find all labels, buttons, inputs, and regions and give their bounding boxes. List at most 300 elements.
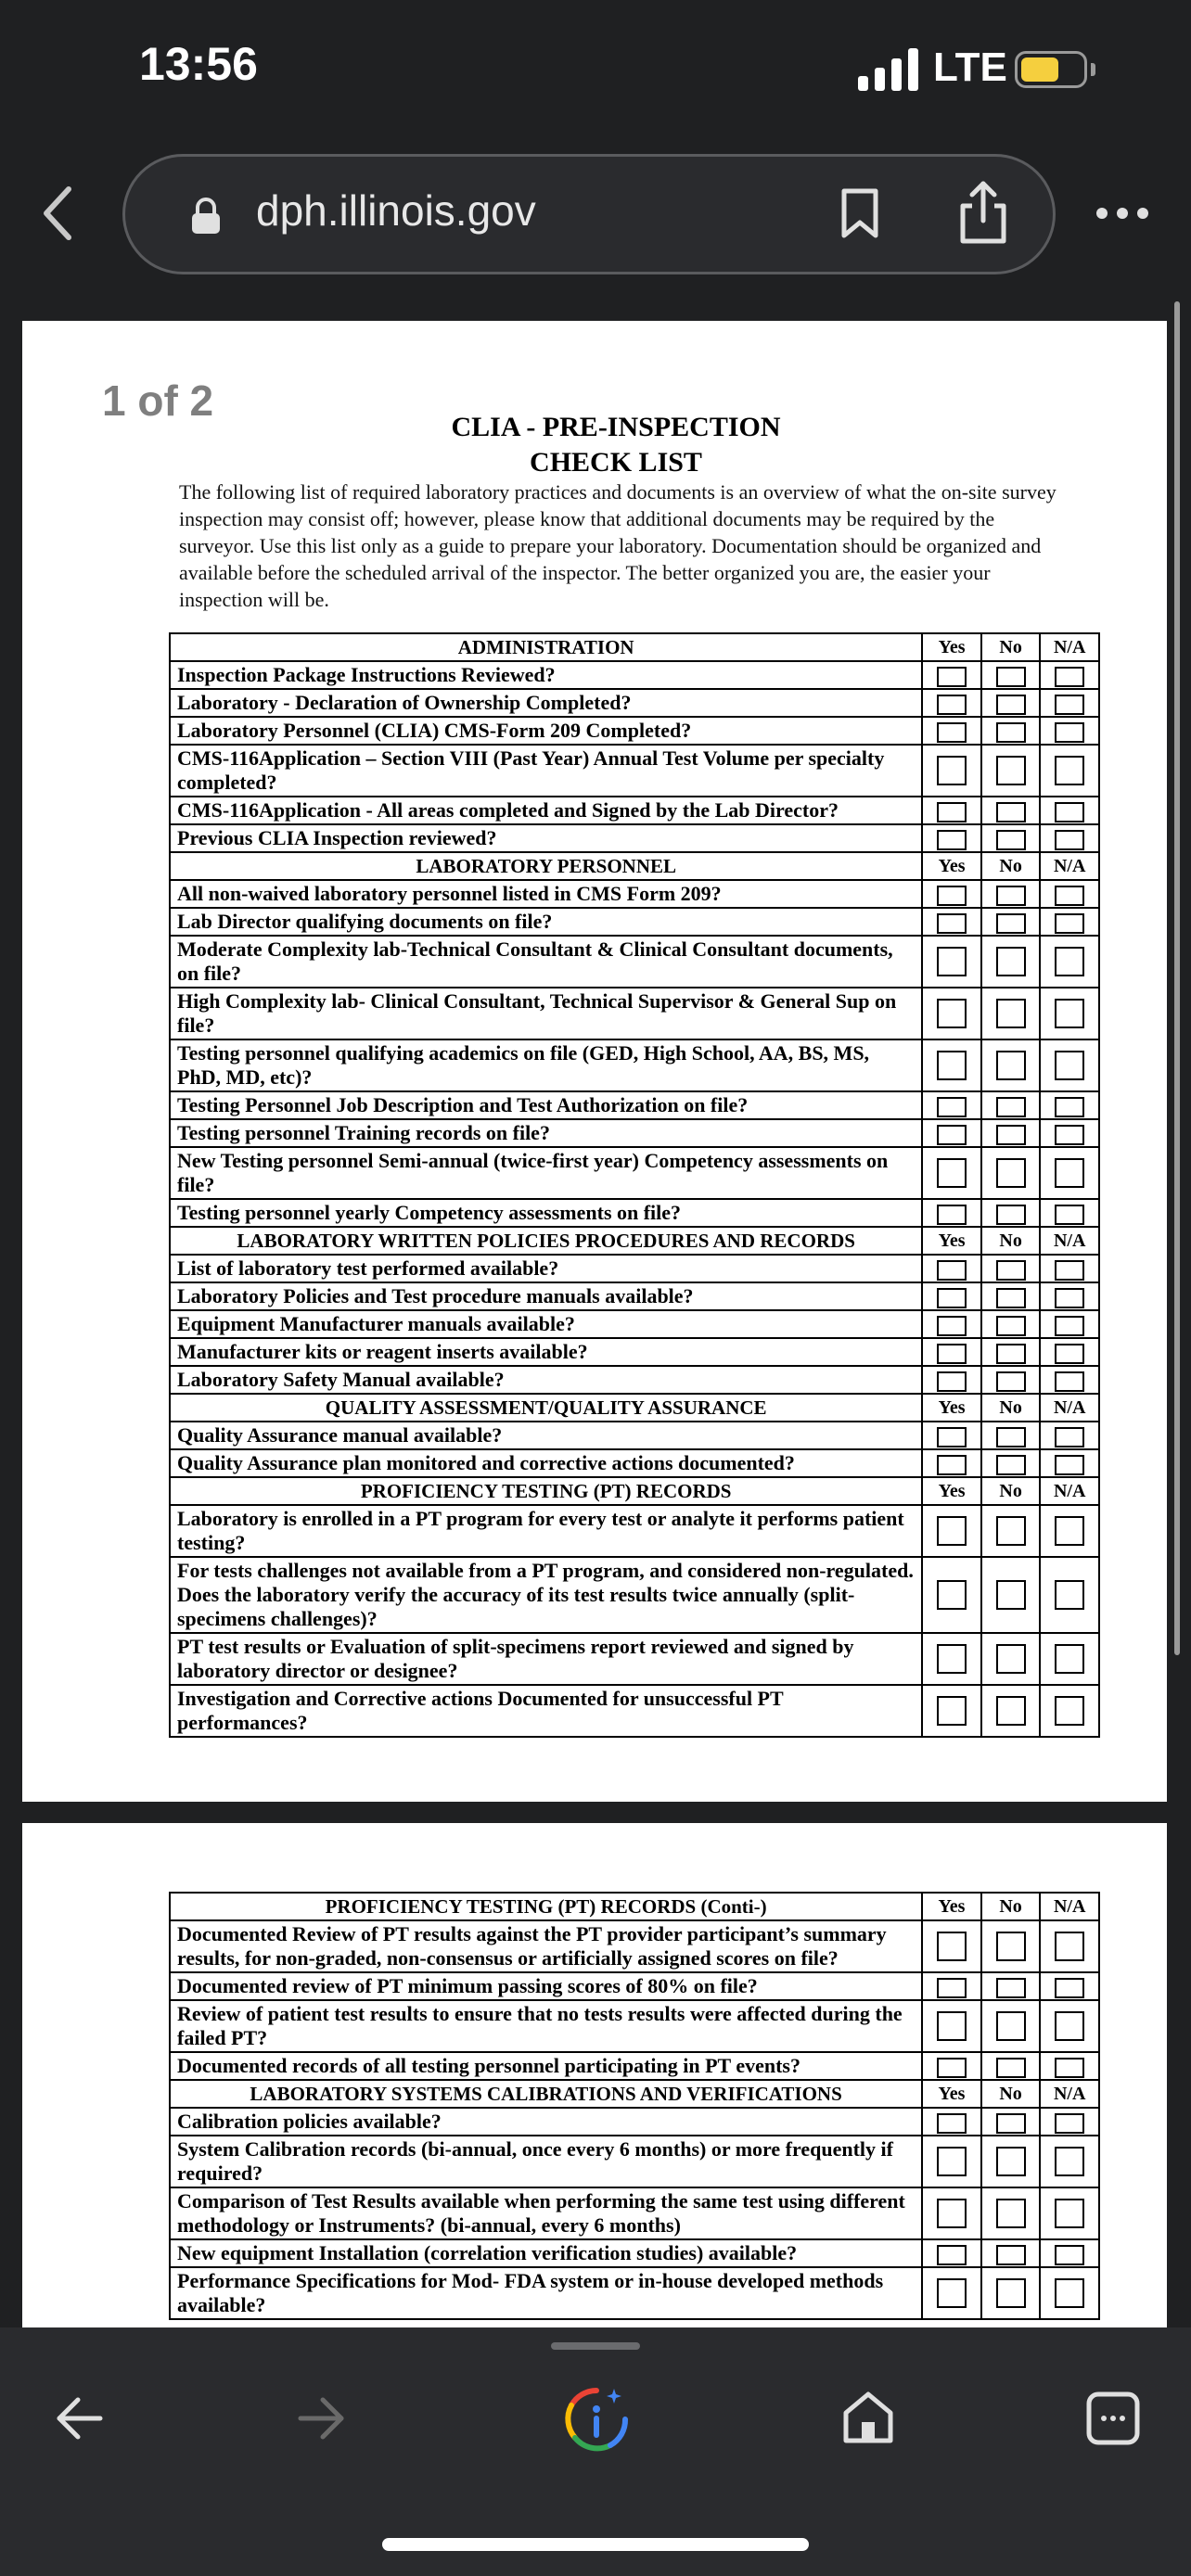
pdf-viewer[interactable]	[0, 297, 1191, 2327]
checkbox-cell-yes	[922, 661, 981, 689]
checklist-question: Laboratory Safety Manual available?	[170, 1366, 922, 1394]
checkbox-cell-no	[981, 2239, 1041, 2267]
doc-title-line1: CLIA - PRE-INSPECTION	[451, 412, 781, 442]
checkbox-cell-na	[1040, 936, 1099, 988]
checkbox-na[interactable]	[1055, 830, 1084, 850]
checklist-question: Equipment Manufacturer manuals available?	[170, 1310, 922, 1338]
checkbox-cell-no	[981, 797, 1041, 824]
checkbox-na[interactable]	[1055, 1516, 1084, 1546]
checkbox-no[interactable]	[996, 2147, 1026, 2176]
checkbox-cell-yes	[922, 2136, 981, 2187]
checkbox-na[interactable]	[1055, 1205, 1084, 1225]
checkbox-cell-no	[981, 1972, 1041, 2000]
checkbox-cell-na	[1040, 2052, 1099, 2080]
checkbox-na[interactable]	[1055, 2011, 1084, 2041]
checklist-row	[170, 1091, 1099, 1119]
checkbox-no[interactable]	[996, 2058, 1026, 2078]
checkbox-yes[interactable]	[937, 1344, 967, 1364]
checkbox-no[interactable]	[996, 1097, 1026, 1117]
checkbox-na[interactable]	[1055, 999, 1084, 1028]
column-header-na: N/A	[1040, 1893, 1099, 1920]
checkbox-na[interactable]	[1055, 947, 1084, 976]
checkbox-no[interactable]	[996, 1696, 1026, 1726]
checkbox-cell-yes	[922, 1119, 981, 1147]
checklist-table-page2	[169, 1892, 1100, 2320]
checklist-row	[170, 1255, 1099, 1282]
checkbox-cell-no	[981, 2187, 1041, 2239]
checkbox-na[interactable]	[1055, 913, 1084, 934]
checkbox-no[interactable]	[996, 1344, 1026, 1364]
checkbox-no[interactable]	[996, 886, 1026, 906]
checklist-row	[170, 880, 1099, 908]
intro-paragraph: The following list of required laboratory practices and documents is an overview of what the on-site survey inspection may consist off; however, please know that additional documents may be required by the surveyor. Use this list only as a guide to prepare your laboratory. Documentation should be organized and available before the scheduled arrival of the inspector. The better organized you are, the easier your inspection will be.	[179, 480, 1057, 611]
checkbox-cell-na	[1040, 1505, 1099, 1557]
checkbox-no[interactable]	[996, 2199, 1026, 2228]
checkbox-yes[interactable]	[937, 2058, 967, 2078]
checkbox-cell-no	[981, 2136, 1041, 2187]
checkbox-cell-no	[981, 745, 1041, 797]
section-title: PROFICIENCY TESTING (PT) RECORDS (Conti-)	[170, 1893, 922, 1920]
arrow-right-icon[interactable]	[295, 2392, 347, 2444]
checkbox-cell-no	[981, 717, 1041, 745]
home-indicator[interactable]	[382, 2538, 809, 2551]
checkbox-no[interactable]	[996, 1978, 1026, 1998]
share-icon[interactable]	[955, 180, 1011, 245]
checkbox-cell-na	[1040, 1255, 1099, 1282]
checkbox-no[interactable]	[996, 1371, 1026, 1392]
checkbox-cell-no	[981, 2000, 1041, 2052]
checklist-row	[170, 2136, 1099, 2187]
checklist-question: New equipment Installation (correlation verification studies) available?	[170, 2239, 922, 2267]
checkbox-no[interactable]	[996, 1580, 1026, 1610]
checkbox-cell-yes	[922, 824, 981, 852]
checkbox-cell-no	[981, 1255, 1041, 1282]
checkbox-cell-yes	[922, 1091, 981, 1119]
checkbox-cell-na	[1040, 2267, 1099, 2319]
checkbox-cell-na	[1040, 1147, 1099, 1199]
checkbox-cell-na	[1040, 1199, 1099, 1227]
checklist-row	[170, 1310, 1099, 1338]
checkbox-na[interactable]	[1055, 1051, 1084, 1080]
sheet-handle[interactable]	[551, 2342, 640, 2350]
checkbox-cell-yes	[922, 2000, 981, 2052]
checklist-question: For tests challenges not available from a PT program, and considered non-regulated. Does the laboratory verify the accuracy of its test results twice annually (split-specimens challenges)?	[170, 1557, 922, 1633]
checkbox-no[interactable]	[996, 1051, 1026, 1080]
checkbox-na[interactable]	[1055, 1260, 1084, 1281]
checkbox-cell-no	[981, 1310, 1041, 1338]
checklist-question: Laboratory is enrolled in a PT program for every test or analyte it performs patient testing?	[170, 1505, 922, 1557]
checklist-row	[170, 2000, 1099, 2052]
checkbox-cell-yes	[922, 1557, 981, 1633]
checklist-row	[170, 824, 1099, 852]
checklist-row	[170, 2267, 1099, 2319]
checkbox-yes[interactable]	[937, 886, 967, 906]
battery-tip	[1091, 63, 1095, 76]
checkbox-na[interactable]	[1055, 2278, 1084, 2308]
checkbox-yes[interactable]	[937, 2245, 967, 2265]
checkbox-no[interactable]	[996, 1260, 1026, 1281]
column-header-na: N/A	[1040, 852, 1099, 880]
checkbox-yes[interactable]	[937, 2113, 967, 2134]
checkbox-cell-na	[1040, 1282, 1099, 1310]
status-time: 13:56	[139, 38, 258, 90]
checkbox-yes[interactable]	[937, 667, 967, 687]
checkbox-cell-no	[981, 988, 1041, 1039]
checklist-question: Documented review of PT minimum passing scores of 80% on file?	[170, 1972, 922, 2000]
checkbox-no[interactable]	[996, 1932, 1026, 1961]
checkbox-cell-no	[981, 1685, 1041, 1737]
checkbox-cell-yes	[922, 880, 981, 908]
checklist-row	[170, 1920, 1099, 1972]
checkbox-yes[interactable]	[937, 1125, 967, 1145]
checklist-question: Calibration policies available?	[170, 2108, 922, 2136]
checkbox-cell-yes	[922, 1147, 981, 1199]
checkbox-cell-yes	[922, 1199, 981, 1227]
checkbox-yes[interactable]	[937, 1260, 967, 1281]
checkbox-cell-yes	[922, 1449, 981, 1477]
checkbox-yes[interactable]	[937, 756, 967, 785]
checklist-table-page1	[169, 632, 1100, 1738]
checkbox-na[interactable]	[1055, 1644, 1084, 1674]
section-header-row	[170, 1227, 1099, 1255]
checkbox-na[interactable]	[1055, 2199, 1084, 2228]
checkbox-yes[interactable]	[937, 1978, 967, 1998]
checkbox-no[interactable]	[996, 999, 1026, 1028]
checkbox-no[interactable]	[996, 667, 1026, 687]
checkbox-na[interactable]	[1055, 1427, 1084, 1447]
checkbox-cell-no	[981, 1366, 1041, 1394]
checklist-question: Comparison of Test Results available when performing the same test using different methodology or Instruments? (bi-annual, every 6 months)	[170, 2187, 922, 2239]
checkbox-cell-na	[1040, 1119, 1099, 1147]
checkbox-no[interactable]	[996, 1288, 1026, 1308]
checkbox-cell-na	[1040, 1449, 1099, 1477]
checklist-row	[170, 908, 1099, 936]
checkbox-yes[interactable]	[937, 1427, 967, 1447]
checkbox-no[interactable]	[996, 1455, 1026, 1475]
checkbox-no[interactable]	[996, 1158, 1026, 1188]
checkbox-cell-na	[1040, 1310, 1099, 1338]
checkbox-cell-na	[1040, 689, 1099, 717]
checkbox-na[interactable]	[1055, 2113, 1084, 2134]
checkbox-no[interactable]	[996, 2011, 1026, 2041]
checklist-question: Lab Director qualifying documents on file?	[170, 908, 922, 936]
checkbox-cell-no	[981, 936, 1041, 988]
checkbox-no[interactable]	[996, 1125, 1026, 1145]
checkbox-cell-no	[981, 2108, 1041, 2136]
checkbox-yes[interactable]	[937, 1051, 967, 1080]
section-title: LABORATORY WRITTEN POLICIES PROCEDURES AND RECORDS	[170, 1227, 922, 1255]
checkbox-cell-no	[981, 1091, 1041, 1119]
checklist-row	[170, 797, 1099, 824]
checkbox-no[interactable]	[996, 947, 1026, 976]
checklist-row	[170, 1685, 1099, 1737]
checklist-question: Manufacturer kits or reagent inserts available?	[170, 1338, 922, 1366]
bookmark-icon[interactable]	[839, 187, 880, 239]
checkbox-no[interactable]	[996, 913, 1026, 934]
checklist-question: High Complexity lab- Clinical Consultant, Technical Supervisor & General Sup on file?	[170, 988, 922, 1039]
page-indicator: 1 of 2	[102, 376, 214, 425]
checkbox-cell-no	[981, 1147, 1041, 1199]
checkbox-na[interactable]	[1055, 1455, 1084, 1475]
checkbox-yes[interactable]	[937, 1316, 967, 1336]
checkbox-yes[interactable]	[937, 2278, 967, 2308]
checkbox-cell-no	[981, 908, 1041, 936]
checkbox-na[interactable]	[1055, 1371, 1084, 1392]
checkbox-cell-no	[981, 1199, 1041, 1227]
checkbox-na[interactable]	[1055, 1316, 1084, 1336]
checkbox-cell-na	[1040, 1557, 1099, 1633]
column-header-yes: Yes	[922, 1477, 981, 1505]
checkbox-cell-na	[1040, 717, 1099, 745]
home-icon[interactable]	[840, 2389, 896, 2446]
checklist-row	[170, 2108, 1099, 2136]
checkbox-no[interactable]	[996, 1427, 1026, 1447]
checkbox-na[interactable]	[1055, 1158, 1084, 1188]
checkbox-cell-na	[1040, 2187, 1099, 2239]
checklist-question: Moderate Complexity lab-Technical Consultant & Clinical Consultant documents, on file?	[170, 936, 922, 988]
checkbox-no[interactable]	[996, 2113, 1026, 2134]
checkbox-cell-no	[981, 1119, 1041, 1147]
checkbox-cell-na	[1040, 745, 1099, 797]
checkbox-cell-no	[981, 880, 1041, 908]
chevron-left-icon[interactable]	[39, 184, 76, 243]
checkbox-cell-na	[1040, 2000, 1099, 2052]
signal-icon	[858, 48, 921, 91]
column-header-yes: Yes	[922, 1394, 981, 1422]
checkbox-cell-yes	[922, 717, 981, 745]
checkbox-cell-no	[981, 824, 1041, 852]
checklist-question: Laboratory Policies and Test procedure manuals available?	[170, 1282, 922, 1310]
checkbox-no[interactable]	[996, 1644, 1026, 1674]
checklist-question: List of laboratory test performed available?	[170, 1255, 922, 1282]
checklist-question: Laboratory - Declaration of Ownership Completed?	[170, 689, 922, 717]
checkbox-yes[interactable]	[937, 1932, 967, 1961]
section-title: LABORATORY SYSTEMS CALIBRATIONS AND VERIFICATIONS	[170, 2080, 922, 2108]
checklist-question: System Calibration records (bi-annual, once every 6 months) or more frequently if required?	[170, 2136, 922, 2187]
checkbox-yes[interactable]	[937, 1371, 967, 1392]
checkbox-cell-yes	[922, 1422, 981, 1449]
checkbox-cell-no	[981, 1505, 1041, 1557]
doc-title-line2: CHECK LIST	[530, 447, 702, 478]
url-text[interactable]: dph.illinois.gov	[256, 186, 536, 235]
checkbox-na[interactable]	[1055, 1580, 1084, 1610]
checkbox-yes[interactable]	[937, 913, 967, 934]
checkbox-cell-na	[1040, 1422, 1099, 1449]
checkbox-no[interactable]	[996, 756, 1026, 785]
more-icon[interactable]	[1095, 199, 1150, 227]
checkbox-cell-yes	[922, 1920, 981, 1972]
column-header-no: No	[981, 852, 1041, 880]
checkbox-yes[interactable]	[937, 2011, 967, 2041]
checkbox-cell-yes	[922, 1255, 981, 1282]
checkbox-cell-yes	[922, 689, 981, 717]
checkbox-cell-na	[1040, 1920, 1099, 1972]
checkbox-na[interactable]	[1055, 1696, 1084, 1726]
checklist-question: Previous CLIA Inspection reviewed?	[170, 824, 922, 852]
checkbox-cell-yes	[922, 1338, 981, 1366]
checkbox-na[interactable]	[1055, 1125, 1084, 1145]
checklist-question: Testing personnel Training records on file?	[170, 1119, 922, 1147]
checkbox-yes[interactable]	[937, 1455, 967, 1475]
checkbox-cell-yes	[922, 1039, 981, 1091]
checklist-question: Inspection Package Instructions Reviewed?	[170, 661, 922, 689]
checkbox-na[interactable]	[1055, 756, 1084, 785]
checkbox-no[interactable]	[996, 802, 1026, 823]
checklist-row	[170, 1199, 1099, 1227]
checklist-question: Testing personnel qualifying academics on file (GED, High School, AA, BS, MS, PhD, MD, etc)?	[170, 1039, 922, 1091]
column-header-no: No	[981, 1893, 1041, 1920]
checkbox-cell-na	[1040, 2136, 1099, 2187]
checklist-question: Investigation and Corrective actions Documented for unsuccessful PT performances?	[170, 1685, 922, 1737]
checkbox-no[interactable]	[996, 1316, 1026, 1336]
checklist-row	[170, 661, 1099, 689]
checkbox-na[interactable]	[1055, 1097, 1084, 1117]
checkbox-cell-yes	[922, 2239, 981, 2267]
checkbox-cell-no	[981, 1282, 1041, 1310]
network-label: LTE	[933, 45, 1007, 90]
checkbox-yes[interactable]	[937, 802, 967, 823]
checklist-question: Testing personnel yearly Competency assessments on file?	[170, 1199, 922, 1227]
checkbox-no[interactable]	[996, 830, 1026, 850]
checkbox-cell-yes	[922, 908, 981, 936]
checklist-row	[170, 1633, 1099, 1685]
checkbox-no[interactable]	[996, 2278, 1026, 2308]
checkbox-yes[interactable]	[937, 695, 967, 715]
checkbox-na[interactable]	[1055, 1932, 1084, 1961]
checkbox-yes[interactable]	[937, 1644, 967, 1674]
checklist-row	[170, 2187, 1099, 2239]
checkbox-cell-na	[1040, 1039, 1099, 1091]
checkbox-na[interactable]	[1055, 802, 1084, 823]
checklist-question: Laboratory Personnel (CLIA) CMS-Form 209 Completed?	[170, 717, 922, 745]
checklist-row	[170, 988, 1099, 1039]
column-header-yes: Yes	[922, 852, 981, 880]
checklist-row	[170, 1505, 1099, 1557]
checklist-row	[170, 1449, 1099, 1477]
column-header-yes: Yes	[922, 1227, 981, 1255]
checkbox-yes[interactable]	[937, 1288, 967, 1308]
checkbox-yes[interactable]	[937, 722, 967, 743]
checkbox-yes[interactable]	[937, 1158, 967, 1188]
checkbox-na[interactable]	[1055, 886, 1084, 906]
checkbox-cell-yes	[922, 1282, 981, 1310]
column-header-na: N/A	[1040, 1477, 1099, 1505]
column-header-na: N/A	[1040, 1227, 1099, 1255]
checklist-row	[170, 1366, 1099, 1394]
checkbox-na[interactable]	[1055, 695, 1084, 715]
arrow-left-icon[interactable]	[54, 2392, 106, 2444]
checkbox-yes[interactable]	[937, 1516, 967, 1546]
checkbox-cell-na	[1040, 2239, 1099, 2267]
checkbox-na[interactable]	[1055, 2245, 1084, 2265]
checklist-question: PT test results or Evaluation of split-specimens report reviewed and signed by laboratory director or designee?	[170, 1633, 922, 1685]
checklist-row	[170, 1557, 1099, 1633]
checkbox-cell-no	[981, 1920, 1041, 1972]
checkbox-cell-no	[981, 1422, 1041, 1449]
column-header-no: No	[981, 1227, 1041, 1255]
checkbox-yes[interactable]	[937, 999, 967, 1028]
checkbox-na[interactable]	[1055, 722, 1084, 743]
checkbox-na[interactable]	[1055, 667, 1084, 687]
scrollbar[interactable]	[1174, 301, 1180, 1655]
checkbox-na[interactable]	[1055, 2147, 1084, 2176]
checkbox-cell-yes	[922, 988, 981, 1039]
checkbox-na[interactable]	[1055, 2058, 1084, 2078]
pdf-page-1	[22, 321, 1167, 1802]
section-header-row	[170, 1893, 1099, 1920]
column-header-na: N/A	[1040, 633, 1099, 661]
checklist-question: All non-waived laboratory personnel listed in CMS Form 209?	[170, 880, 922, 908]
tabs-icon[interactable]	[1085, 2391, 1141, 2446]
checklist-question: Performance Specifications for Mod- FDA system or in-house developed methods available?	[170, 2267, 922, 2319]
checkbox-yes[interactable]	[937, 947, 967, 976]
checklist-row	[170, 2239, 1099, 2267]
checkbox-cell-no	[981, 1039, 1041, 1091]
checkbox-cell-yes	[922, 1310, 981, 1338]
checkbox-cell-na	[1040, 908, 1099, 936]
checklist-row	[170, 689, 1099, 717]
checklist-row	[170, 1147, 1099, 1199]
checkbox-no[interactable]	[996, 695, 1026, 715]
checkbox-na[interactable]	[1055, 1978, 1084, 1998]
checkbox-no[interactable]	[996, 2245, 1026, 2265]
checkbox-na[interactable]	[1055, 1288, 1084, 1308]
checklist-question: CMS-116Application – Section VIII (Past Year) Annual Test Volume per specialty completed?	[170, 745, 922, 797]
section-header-row	[170, 1394, 1099, 1422]
section-title: ADMINISTRATION	[170, 633, 922, 661]
checkbox-cell-no	[981, 1557, 1041, 1633]
checklist-row	[170, 936, 1099, 988]
column-header-no: No	[981, 1477, 1041, 1505]
checkbox-cell-na	[1040, 1338, 1099, 1366]
checkbox-cell-na	[1040, 1633, 1099, 1685]
checkbox-cell-yes	[922, 1633, 981, 1685]
checklist-row	[170, 2052, 1099, 2080]
checkbox-cell-yes	[922, 936, 981, 988]
checklist-question: Review of patient test results to ensure that no tests results were affected during the failed PT?	[170, 2000, 922, 2052]
checkbox-yes[interactable]	[937, 1696, 967, 1726]
checkbox-yes[interactable]	[937, 1580, 967, 1610]
checkbox-na[interactable]	[1055, 1344, 1084, 1364]
section-title: LABORATORY PERSONNEL	[170, 852, 922, 880]
section-header-row	[170, 2080, 1099, 2108]
checklist-row	[170, 1119, 1099, 1147]
section-header-row	[170, 633, 1099, 661]
checklist-row	[170, 717, 1099, 745]
checkbox-yes[interactable]	[937, 1205, 967, 1225]
checklist-question: Documented records of all testing personnel participating in PT events?	[170, 2052, 922, 2080]
checkbox-cell-na	[1040, 2108, 1099, 2136]
checkbox-no[interactable]	[996, 1205, 1026, 1225]
lock-icon	[190, 198, 222, 235]
checkbox-yes[interactable]	[937, 1097, 967, 1117]
checkbox-no[interactable]	[996, 1516, 1026, 1546]
checkbox-cell-na	[1040, 824, 1099, 852]
checkbox-cell-no	[981, 1338, 1041, 1366]
checkbox-no[interactable]	[996, 722, 1026, 743]
checkbox-cell-yes	[922, 2052, 981, 2080]
checkbox-cell-no	[981, 2267, 1041, 2319]
column-header-no: No	[981, 633, 1041, 661]
checkbox-cell-yes	[922, 745, 981, 797]
checkbox-yes[interactable]	[937, 830, 967, 850]
checkbox-cell-yes	[922, 1366, 981, 1394]
checkbox-cell-no	[981, 2052, 1041, 2080]
google-lens-icon[interactable]	[562, 2385, 631, 2454]
checkbox-cell-yes	[922, 2108, 981, 2136]
checkbox-yes[interactable]	[937, 2199, 967, 2228]
checkbox-yes[interactable]	[937, 2147, 967, 2176]
